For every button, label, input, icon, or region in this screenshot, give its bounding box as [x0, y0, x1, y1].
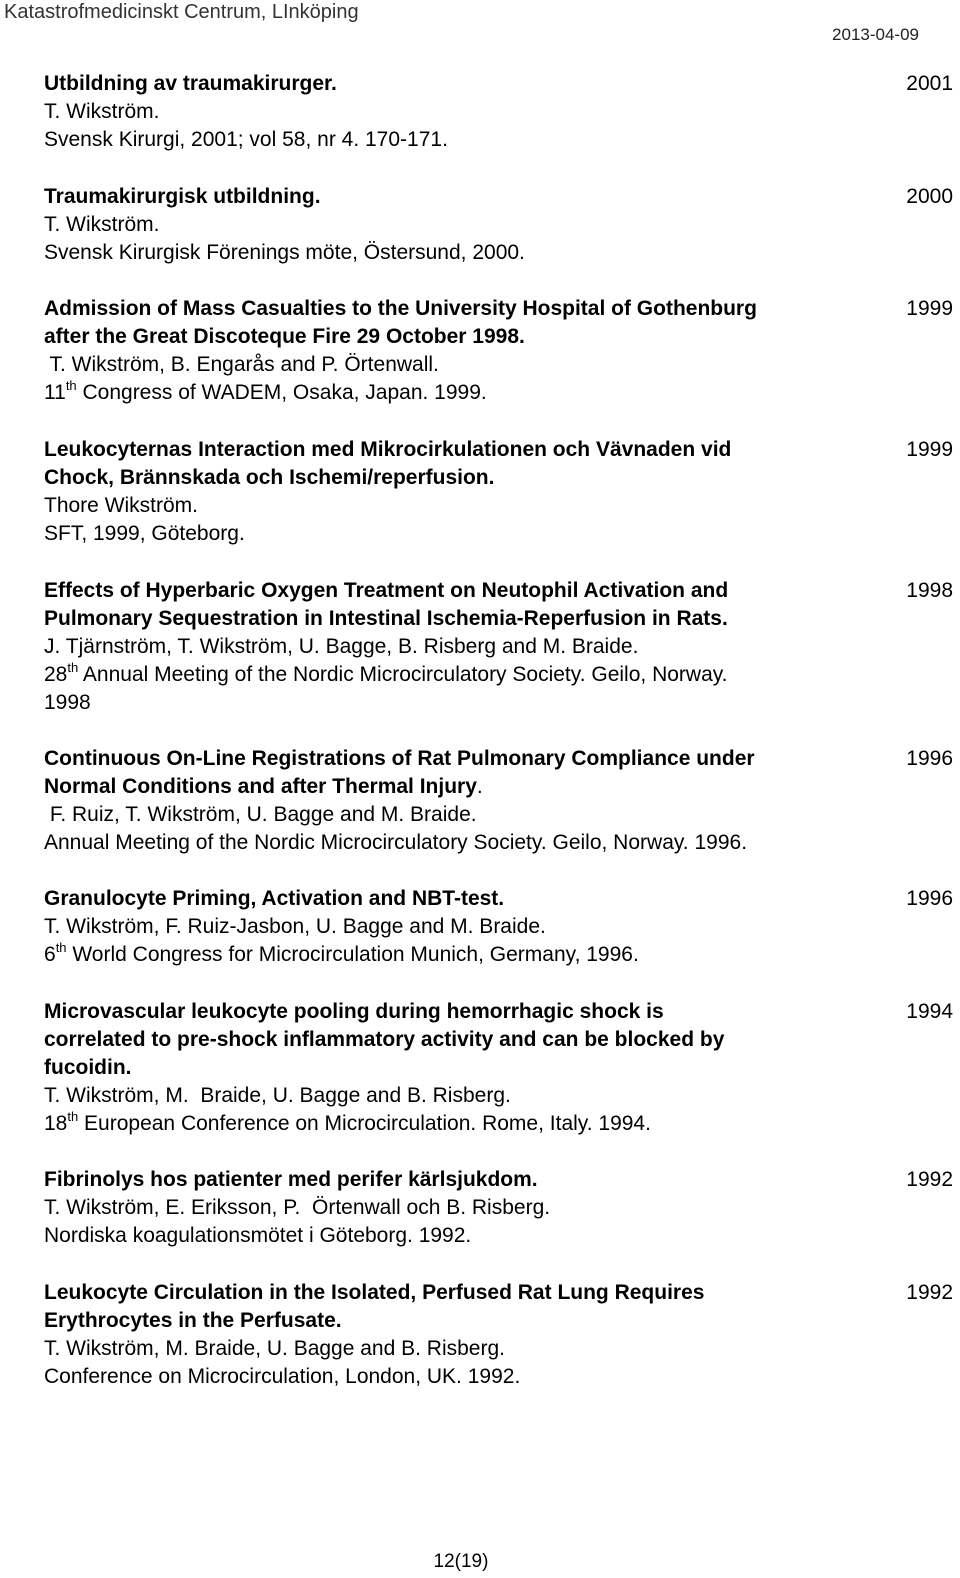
publication-entry: [44, 1279, 954, 1391]
venue-text: European Conference on Microcirculation. Rome, Italy. 1994.: [78, 1112, 651, 1135]
publication-venue: [44, 941, 884, 969]
publication-year: 1992: [906, 1281, 953, 1304]
publication-title-line: fucoidin.: [44, 1056, 132, 1079]
publication-title-line: Effects of Hyperbaric Oxygen Treatment on Neutophil Activation and: [44, 579, 729, 602]
venue-ordinal: 6: [44, 943, 56, 966]
publication-title-line: Erythrocytes in the Perfusate.: [44, 1309, 342, 1332]
publication-venue: Conference on Microcirculation, London, UK. 1992.: [44, 1365, 521, 1388]
publication-entry: [44, 885, 954, 969]
venue-ordinal-suffix: th: [65, 378, 77, 393]
venue-ordinal-suffix: th: [67, 1109, 79, 1124]
publication-year: 1994: [906, 1000, 953, 1023]
publication-entry: [44, 436, 954, 548]
publication-title-line: Pulmonary Sequestration in Intestinal Ischemia-Reperfusion in Rats.: [44, 607, 728, 630]
publication-year: 1999: [906, 438, 953, 461]
publication-year: 1996: [906, 887, 953, 910]
publication-authors: J. Tjärnström, T. Wikström, U. Bagge, B. Risberg and M. Braide.: [44, 635, 639, 658]
publication-venue: SFT, 1999, Göteborg.: [44, 522, 245, 545]
publication-title-line: Leukocyte Circulation in the Isolated, Perfused Rat Lung Requires: [44, 1281, 705, 1304]
page-header-date: 2013-04-09: [832, 25, 919, 44]
publication-authors: T. Wikström, F. Ruiz-Jasbon, U. Bagge and M. Braide.: [44, 915, 546, 938]
publication-title-line: Admission of Mass Casualties to the University Hospital of Gothenburg: [44, 297, 757, 320]
publication-title: Traumakirurgisk utbildning.: [44, 185, 321, 208]
publication-entry: [44, 745, 954, 857]
venue-ordinal-suffix: th: [55, 940, 67, 955]
publication-venue: Svensk Kirurgisk Förenings möte, Östersund, 2000.: [44, 241, 525, 264]
publication-venue: Annual Meeting of the Nordic Microcirculatory Society. Geilo, Norway. 1996.: [44, 831, 748, 854]
publication-venue: Svensk Kirurgi, 2001; vol 58, nr 4. 170-171.: [44, 128, 448, 151]
publication-venue: [44, 661, 884, 689]
publication-title: Fibrinolys hos patienter med perifer kärlsjukdom.: [44, 1168, 538, 1191]
publication-entry: [44, 183, 954, 267]
publication-authors: T. Wikström, B. Engarås and P. Örtenwall.: [44, 353, 439, 376]
publication-venue-year: 1998: [44, 691, 91, 714]
publication-year: 2001: [906, 72, 953, 95]
publication-year: 1998: [906, 579, 953, 602]
publication-title-line: correlated to pre-shock inflammatory activity and can be blocked by: [44, 1028, 725, 1051]
publication-authors: F. Ruiz, T. Wikström, U. Bagge and M. Braide.: [44, 803, 477, 826]
venue-text: Annual Meeting of the Nordic Microcirculatory Society. Geilo, Norway.: [78, 663, 728, 686]
publication-entry: [44, 998, 954, 1138]
publication-title: Granulocyte Priming, Activation and NBT-test.: [44, 887, 505, 910]
publication-year: 1992: [906, 1168, 953, 1191]
publication-title-line: Microvascular leukocyte pooling during hemorrhagic shock is: [44, 1000, 664, 1023]
publication-authors: Thore Wikström.: [44, 494, 199, 517]
publication-year: 1996: [906, 747, 953, 770]
publication-authors: T. Wikström, M. Braide, U. Bagge and B. Risberg.: [44, 1084, 511, 1107]
venue-text: World Congress for Microcirculation Munich, Germany, 1996.: [66, 943, 639, 966]
publication-entry: [44, 577, 954, 717]
venue-ordinal-suffix: th: [67, 660, 79, 675]
venue-ordinal: 11: [44, 381, 66, 404]
publication-authors: T. Wikström.: [44, 213, 160, 236]
publication-title-line: after the Great Discoteque Fire 29 October 1998.: [44, 325, 525, 348]
venue-text: Congress of WADEM, Osaka, Japan. 1999.: [76, 381, 487, 404]
publication-venue: [44, 379, 884, 407]
publication-title-line: Continuous On-Line Registrations of Rat Pulmonary Compliance under: [44, 747, 755, 770]
publication-authors: T. Wikström, E. Eriksson, P. Örtenwall och B. Risberg.: [44, 1196, 551, 1219]
publication-title-line: Normal Conditions and after Thermal Injury.: [44, 775, 483, 798]
publication-title: Utbildning av traumakirurger.: [44, 72, 337, 95]
publication-year: 1999: [906, 297, 953, 320]
venue-ordinal: 28: [44, 663, 68, 686]
page-header-organization: Katastrofmedicinskt Centrum, LInköping: [4, 1, 359, 23]
publication-title-line: Leukocyternas Interaction med Mikrocirkulationen och Vävnaden vid: [44, 438, 732, 461]
publication-entry: [44, 70, 954, 154]
publication-title-line: Chock, Brännskada och Ischemi/reperfusion.: [44, 466, 495, 489]
publication-venue: [44, 1110, 884, 1138]
publication-entry: [44, 1166, 954, 1250]
publication-entry: [44, 295, 954, 407]
page-number: 12(19): [433, 1551, 489, 1572]
publication-year: 2000: [906, 185, 953, 208]
venue-ordinal: 18: [44, 1112, 68, 1135]
publication-authors: T. Wikström, M. Braide, U. Bagge and B. Risberg.: [44, 1337, 505, 1360]
publication-authors: T. Wikström.: [44, 100, 160, 123]
publication-venue: Nordiska koagulationsmötet i Göteborg. 1992.: [44, 1224, 472, 1247]
